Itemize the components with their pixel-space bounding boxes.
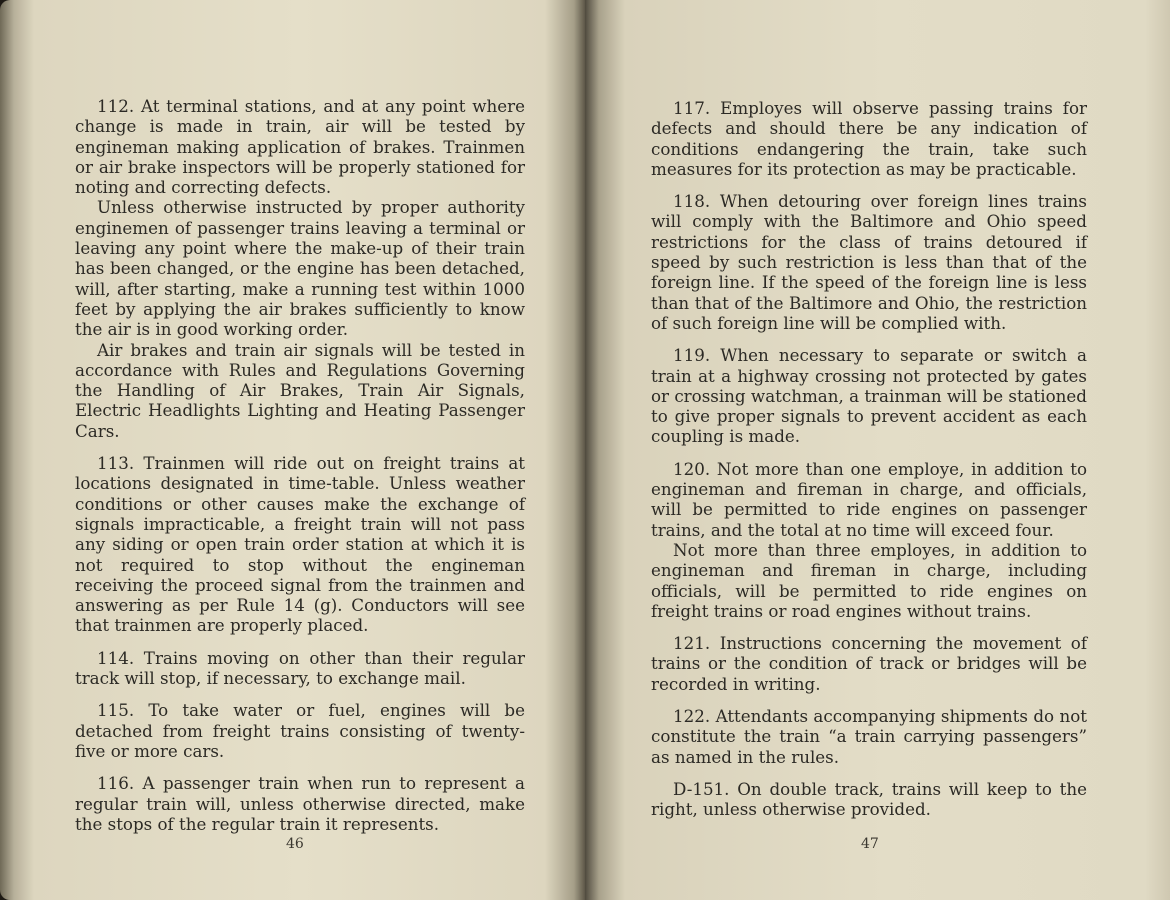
rule-116: 116. A passenger train when run to represent a regular train will, unless otherwise directed, make the stops of the regular train it represents. xyxy=(75,773,525,834)
left-page-number: 46 xyxy=(286,836,304,852)
left-page-text xyxy=(75,96,525,834)
right-page-text xyxy=(651,98,1087,820)
rule-120-freight-engines: Not more than three employes, in addition to engineman and fireman in charge, including officials, will be permitted to ride engines on freight trains or road engines without trains. xyxy=(651,539,1087,621)
rule-117: 117. Employes will observe passing trains for defects and should there be any indication of conditions endangering the train, take such measures for its protection as may be practicable. xyxy=(651,98,1087,179)
rule-112: 112. At terminal stations, and at any point where change is made in train, air will be tested by engineman making application of brakes. Trainmen or air brake inspectors will be properly stationed for noting and correcting defects. xyxy=(75,96,525,198)
rule-112-air-brake-tests: Air brakes and train air signals will be tested in accordance with Rules and Regulations Governing the Handling of Air Brakes, Train Air Signals, Electric Headlights Lighting and Heating Passenger Cars. xyxy=(75,339,525,441)
rule-114: 114. Trains moving on other than their regular track will stop, if necessary, to exchange mail. xyxy=(75,647,525,689)
rule-120: 120. Not more than one employe, in addition to engineman and fireman in charge, and officials, will be permitted to ride engines on passenger trains, and the total at no time will exceed four. xyxy=(651,458,1087,540)
rule-118: 118. When detouring over foreign lines trains will comply with the Baltimore and Ohio speed restrictions for the class of trains detoured if speed by such restriction is less than that of the foreign line. If the speed of the foreign line is less than that of the Baltimore and Ohio, the restriction of such foreign line will be complied with. xyxy=(651,191,1087,333)
rule-121: 121. Instructions concerning the movement of trains or the condition of track or bridges will be recorded in writing. xyxy=(651,633,1087,694)
rule-115: 115. To take water or fuel, engines will be detached from freight trains consisting of twenty-five or more cars. xyxy=(75,700,525,761)
rule-119: 119. When necessary to separate or switch a train at a highway crossing not protected by gates or crossing watchman, a trainman will be stationed to give proper signals to prevent accident as each coupling is made. xyxy=(651,345,1087,447)
rule-122: 122. Attendants accompanying shipments do not constitute the train “a train carrying passengers” as named in the rules. xyxy=(651,706,1087,767)
rule-112-running-test: Unless otherwise instructed by proper authority enginemen of passenger trains leaving a terminal or leaving any point where the make-up of their train has been changed, or the engine has been detached, will, after starting, make a running test within 1000 feet by applying the air brakes sufficiently to know the air is in good working order. xyxy=(75,197,525,340)
rule-113: 113. Trainmen will ride out on freight trains at locations designated in time-table. Unless weather conditions or other causes make the exchange of signals impracticable, a freight train will not pass any siding or open train order station at which it is not required to stop without the engineman receiving the proceed signal from the trainmen and answering as per Rule 14 (g). Conductors will see that trainmen are properly placed. xyxy=(75,453,525,636)
right-page xyxy=(585,0,1170,900)
rule-d-151: D-151. On double track, trains will keep to the right, unless otherwise provided. xyxy=(651,778,1087,820)
right-page-number: 47 xyxy=(861,836,879,852)
